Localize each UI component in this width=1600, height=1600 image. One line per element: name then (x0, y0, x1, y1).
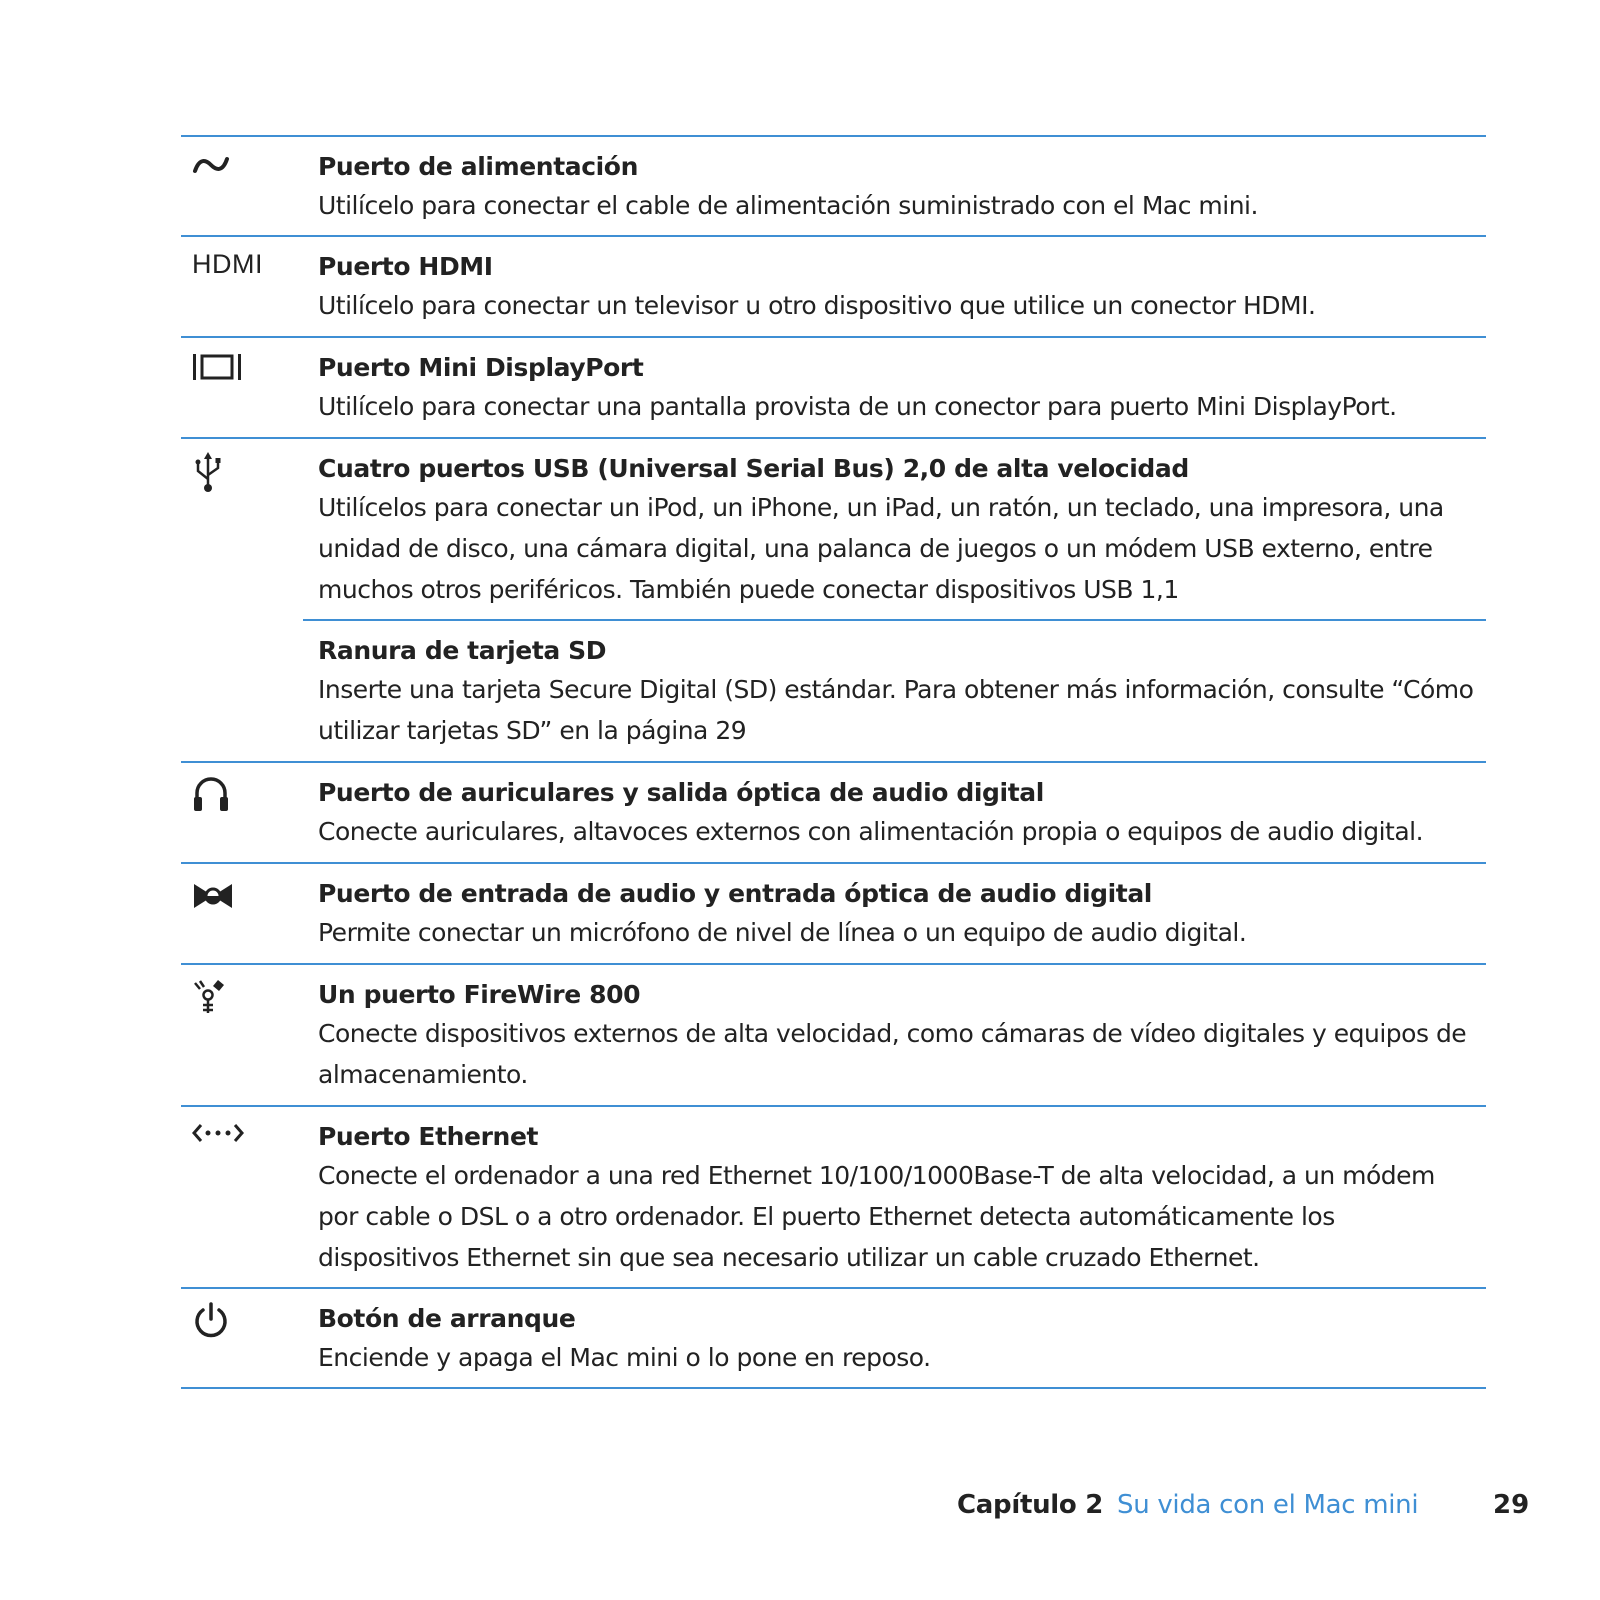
port-title: Puerto de auriculares y salida óptica de audio digital (318, 778, 1044, 807)
mini-displayport-icon (191, 350, 245, 384)
port-title: Ranura de tarjeta SD (318, 636, 607, 665)
port-title: Cuatro puertos USB (Universal Serial Bus) 2,0 de alta velocidad (318, 454, 1189, 483)
page-footer (0, 1490, 1600, 1530)
power-tilde-icon (191, 149, 231, 179)
port-text (318, 149, 1486, 226)
port-title: Un puerto FireWire 800 (318, 980, 641, 1009)
port-description: Utilícelo para conectar el cable de alimentación suministrado con el Mac mini. (318, 191, 1258, 220)
icon-cell (181, 451, 318, 491)
firewire-icon (191, 977, 231, 1017)
port-text (318, 876, 1486, 953)
icon-cell (181, 149, 318, 189)
port-title: Puerto Ethernet (318, 1122, 539, 1151)
icon-cell (181, 633, 318, 673)
headphones-icon (191, 775, 231, 813)
icon-cell (181, 977, 318, 1017)
port-description: Utilícelo para conectar una pantalla provista de un conector para puerto Mini DisplayPort. (318, 392, 1397, 421)
port-row-ethernet (181, 1105, 1486, 1287)
port-title: Puerto Mini DisplayPort (318, 353, 644, 382)
port-row-audio-in (181, 862, 1486, 963)
port-description: Enciende y apaga el Mac mini o lo pone en reposo. (318, 1343, 931, 1372)
port-row-sd-card (181, 619, 1486, 761)
usb-icon (191, 451, 225, 493)
port-row-headphones (181, 761, 1486, 862)
port-description: Utilícelo para conectar un televisor u otro dispositivo que utilice un conector HDMI. (318, 291, 1316, 320)
audio-in-icon (191, 876, 235, 916)
port-row-power (181, 135, 1486, 235)
port-title: Puerto de entrada de audio y entrada óptica de audio digital (318, 879, 1152, 908)
port-text (318, 1119, 1486, 1278)
ethernet-icon (191, 1119, 245, 1149)
icon-cell (181, 350, 318, 390)
port-title: Puerto HDMI (318, 252, 493, 281)
power-button-icon (191, 1301, 231, 1341)
port-title: Puerto de alimentación (318, 152, 638, 181)
port-description: Conecte auriculares, altavoces externos con alimentación propia o equipos de audio digital. (318, 817, 1424, 846)
port-text (318, 633, 1486, 751)
port-description: Conecte dispositivos externos de alta velocidad, como cámaras de vídeo digitales y equipos de almacenamiento. (318, 1019, 1467, 1089)
icon-cell (181, 1119, 318, 1159)
port-row-mini-displayport (181, 336, 1486, 437)
port-description: Inserte una tarjeta Secure Digital (SD) estándar. Para obtener más información, consulte “Cómo utilizar tarjetas SD” en la página 29 (318, 675, 1474, 745)
page-number: 29 (1493, 1490, 1530, 1520)
port-text (318, 977, 1486, 1095)
port-row-power-button (181, 1287, 1486, 1387)
port-row-firewire (181, 963, 1486, 1105)
port-description: Permite conectar un micrófono de nivel de línea o un equipo de audio digital. (318, 918, 1247, 947)
hdmi-icon: HDMI (192, 249, 263, 279)
icon-cell (181, 249, 318, 289)
chapter-label: Capítulo 2 (957, 1490, 1104, 1520)
port-text (318, 1301, 1486, 1378)
port-text (318, 350, 1486, 427)
port-text (318, 451, 1486, 610)
port-row-hdmi (181, 235, 1486, 336)
port-row-usb (181, 437, 1486, 619)
table-bottom-rule (181, 1387, 1486, 1389)
port-description: Conecte el ordenador a una red Ethernet 10/100/1000Base-T de alta velocidad, a un módem por cable o DSL o a otro ordenador. El puerto Ethernet detecta automáticamente los dispositivos Ethernet sin que sea necesario utilizar un cable cruzado Ethernet. (318, 1161, 1435, 1272)
icon-cell (181, 1301, 318, 1341)
port-text (318, 249, 1486, 326)
port-text (318, 775, 1486, 852)
port-title: Botón de arranque (318, 1304, 576, 1333)
ports-table (181, 135, 1486, 1389)
icon-cell (181, 876, 318, 916)
icon-cell (181, 775, 318, 815)
chapter-title: Su vida con el Mac mini (1117, 1490, 1419, 1520)
port-description: Utilícelos para conectar un iPod, un iPhone, un iPad, un ratón, un teclado, una impresora, una unidad de disco, una cámara digital, una palanca de juegos o un módem USB externo, entre muchos otros periféricos. También puede conectar dispositivos USB 1,1 (318, 493, 1444, 604)
